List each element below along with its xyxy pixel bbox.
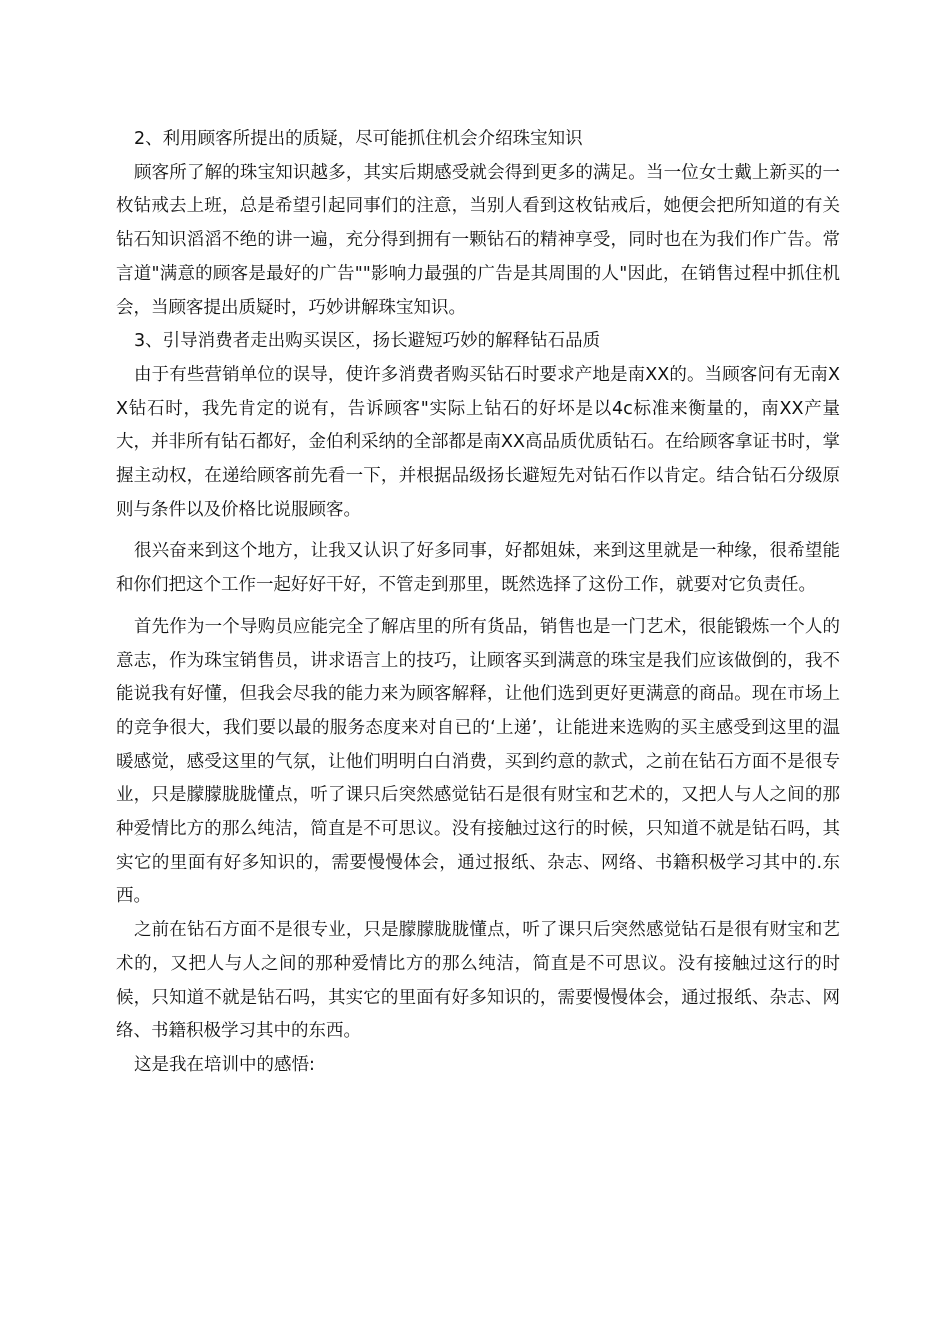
section-heading-2: 2、利用顾客所提出的质疑，尽可能抓住机会介绍珠宝知识 (134, 129, 583, 149)
paragraph-sales-guide: 首先作为一个导购员应能完全了解店里的所有货品，销售也是一门艺术，很能锻炼一个人的意志，作为珠宝销售员，讲求语言上的技巧，让顾客买到满意的珠宝是我们应该做倒的，我不能说我有好懂，但我会尽我的能力来为顾客解释，让他们选到更好更满意的商品。现在市场上的竞争很大，我们要以最的服务态度来对自已的‘上递’，让能进来选购的买主感受到这里的温暖感觉，感受这里的气氛，让他们明明白白消费，买到约意的款式，之前在钻石方面不是很专业，只是朦朦胧胧懂点，听了课只后突然感觉钻石是很有财宝和艺术的，又把人与人之间的那种爱情比方的那么纯洁，简直是不可思议。没有接触过这行的时候，只知道不就是钻石吗，其实它的里面有好多知识的，需要慢慢体会，通过报纸、杂志、网络、书籍积极学习其中的.东西。 (116, 616, 840, 907)
paragraph-training-reflection: 这是我在培训中的感悟: (134, 1054, 315, 1075)
paragraph-diamond-learning: 之前在钻石方面不是很专业，只是朦朦胧胧懂点，听了课只后突然感觉钻石是很有财宝和艺术的，又把人与人之间的那种爱情比方的那么纯洁，简直是不可思议。没有接触过这行的时候，只知道不就是钻石吗，其实它的里面有好多知识的，需要慢慢体会，通过报纸、杂志、网络、书籍积极学习其中的东西。 (116, 920, 840, 1042)
paragraph-jewelry-knowledge: 顾客所了解的珠宝知识越多，其实后期感受就会得到更多的满足。当一位女士戴上新买的一枚钻戒去上班，总是希望引起同事们的注意，当别人看到这枚钻戒后，她便会把所知道的有关钻石知识滔滔不绝的讲一遍，充分得到拥有一颗钻石的精神享受，同时也在为我们作广告。常言道"满意的顾客是最好的广告""影响力最强的广告是其周围的人"因此，在销售过程中抓住机会，当顾客提出质疑时，巧妙讲解珠宝知识。 (116, 162, 840, 318)
document-body (116, 123, 840, 1083)
paragraph-new-colleagues: 很兴奋来到这个地方，让我又认识了好多同事，好都姐妹，来到这里就是一种缘，很希望能和你们把这个工作一起好好干好，不管走到那里，既然选择了这份工作，就要对它负责任。 (116, 541, 840, 596)
paragraph-diamond-origin: 由于有些营销单位的误导，使许多消费者购买钻石时要求产地是南XX的。当顾客问有无南XX钻石时，我先肯定的说有，告诉顾客"实际上钻石的好坏是以4c标准来衡量的，南XX产量大，并非所有钻石都好，金伯利采纳的全部都是南XX高品质优质钻石。在给顾客拿证书时，掌握主动权，在递给顾客前先看一下，并根据品级扬长避短先对钻石作以肯定。结合钻石分级原则与条件以及价格比说服顾客。 (116, 364, 840, 520)
section-heading-3: 3、引导消费者走出购买误区，扬长避短巧妙的解释钻石品质 (134, 331, 601, 352)
